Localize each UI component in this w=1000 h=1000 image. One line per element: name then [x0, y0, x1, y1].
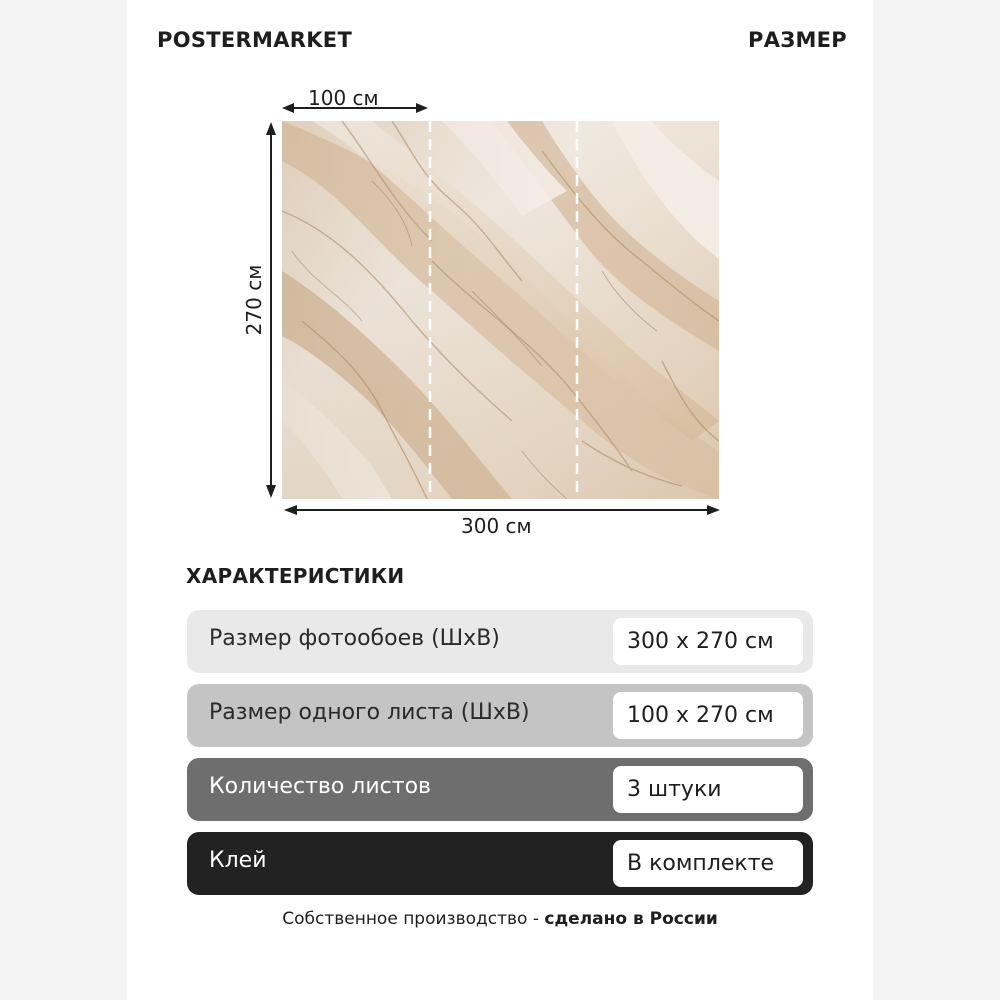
- footer-highlight: сделано в России: [544, 909, 718, 929]
- spec-row: [187, 758, 813, 821]
- spec-label: Количество листов: [209, 774, 431, 799]
- arrowhead-left-icon: [284, 505, 297, 515]
- spec-label: Размер одного листа (ШхВ): [209, 700, 530, 725]
- spec-row: [187, 832, 813, 895]
- brand-logo: POSTERMARKET: [157, 28, 353, 52]
- arrowhead-up-icon: [266, 122, 276, 135]
- spec-label: Клей: [209, 848, 267, 873]
- spec-row: [187, 684, 813, 747]
- spec-row: [187, 610, 813, 673]
- characteristics-title: ХАРАКТЕРИСТИКИ: [186, 564, 405, 588]
- spec-value: 300 x 270 см: [613, 618, 803, 665]
- height-label: 270 см: [242, 264, 266, 336]
- spec-value: 3 штуки: [613, 766, 803, 813]
- spec-value: В комплекте: [613, 840, 803, 887]
- spec-value: 100 x 270 см: [613, 692, 803, 739]
- total-width-label: 300 см: [461, 514, 532, 538]
- sheet-width-label: 100 см: [308, 86, 379, 110]
- arrowhead-left-icon: [282, 103, 294, 113]
- arrowhead-right-icon: [707, 505, 720, 515]
- footer-note: [0, 909, 1000, 929]
- arrowhead-right-icon: [416, 103, 428, 113]
- spec-label: Размер фотообоев (ШхВ): [209, 626, 500, 651]
- stone-mural-image: [282, 121, 719, 499]
- footer-text: Собственное производство -: [282, 909, 545, 929]
- arrowhead-down-icon: [266, 485, 276, 498]
- page-heading: РАЗМЕР: [748, 28, 847, 52]
